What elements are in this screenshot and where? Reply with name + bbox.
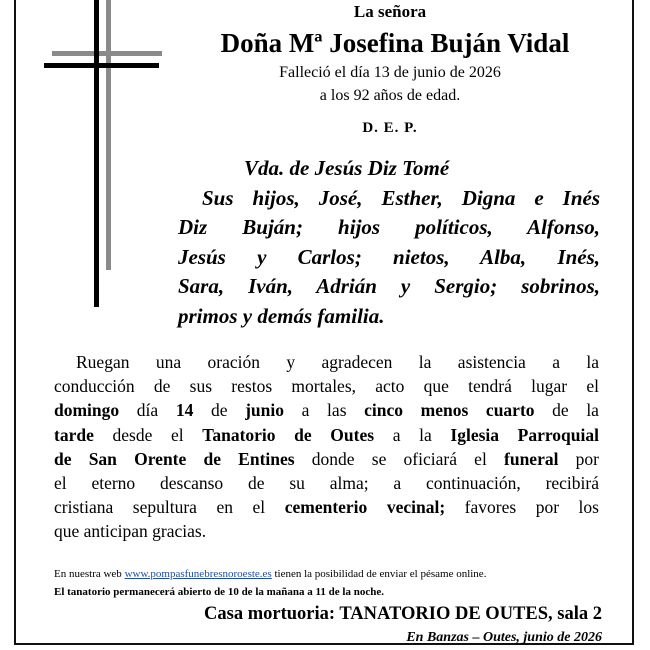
- cemetery-name: cementerio vecinal;: [284, 497, 446, 518]
- age-line: a los 92 años de edad.: [319, 87, 461, 104]
- title-line: La señora: [353, 2, 427, 21]
- tanatorio-hours: El tanatorio permanecerá abierto de 10 de la mañana a 11 de la noche.: [54, 586, 384, 598]
- family-line: Sara, Iván, Adrián y Sergio; sobrinos,: [178, 274, 600, 299]
- cross-icon-black-vertical: [94, 0, 99, 307]
- cross-icon-grey-vertical: [106, 0, 111, 270]
- time-text: cinco menos cuarto: [364, 400, 535, 421]
- day-name: domingo: [54, 400, 120, 421]
- paragraph-line: Ruegan una oración y agradecen la asistencia a la: [76, 352, 599, 372]
- cross-icon-black-horizontal: [44, 63, 159, 68]
- paragraph-line: domingo día 14 de junio a las cinco menos cuarto de la: [54, 400, 599, 421]
- ceremony-paragraph: [54, 350, 599, 544]
- deceased-name: Doña Mª Josefina Buján Vidal: [220, 28, 570, 58]
- paragraph-line: cristiana sepultura en el cementerio vecinal; favores por los: [54, 497, 599, 518]
- dep-line: D. E. P.: [362, 120, 418, 136]
- website-link[interactable]: www.pompasfunebresnoroeste.es: [124, 568, 272, 580]
- tanatorio-name: Tanatorio de Outes: [202, 424, 375, 445]
- day-number: 14: [175, 400, 194, 421]
- paragraph-line: el eterno descanso de su alma; a continuación, recibirá: [54, 473, 599, 494]
- family-line: Jesús y Carlos; nietos, Alba, Inés,: [178, 244, 600, 269]
- family-list: [178, 154, 600, 332]
- paragraph-line: de San Orente de Entines donde se oficiará el funeral por: [54, 448, 599, 469]
- family-line: Sus hijos, José, Esther, Digna e Inés: [202, 185, 600, 210]
- web-note: En nuestra web www.pompasfunebresnoroeste.es tienen la posibilidad de enviar el pésame online.: [54, 568, 487, 580]
- place-date: En Banzas – Outes, junio de 2026: [406, 630, 602, 645]
- casa-mortuoria: Casa mortuoria: TANATORIO DE OUTES, sala 2: [204, 604, 602, 624]
- family-line: primos y demás familia.: [178, 303, 385, 328]
- family-line: Diz Buján; hijos políticos, Alfonso,: [178, 215, 600, 240]
- month-name: junio: [245, 400, 285, 421]
- family-line: Vda. de Jesús Diz Tomé: [244, 156, 450, 180]
- death-date: Falleció el día 13 de junio de 2026: [279, 64, 501, 81]
- cross-icon-grey-horizontal: [52, 51, 162, 56]
- paragraph-line: conducción de sus restos mortales, acto que tendrá lugar el: [54, 376, 599, 397]
- church-name: Iglesia Parroquial: [450, 424, 599, 445]
- paragraph-line: que anticipan gracias.: [54, 521, 207, 542]
- paragraph-line: tarde desde el Tanatorio de Outes a la Iglesia Parroquial: [54, 424, 599, 445]
